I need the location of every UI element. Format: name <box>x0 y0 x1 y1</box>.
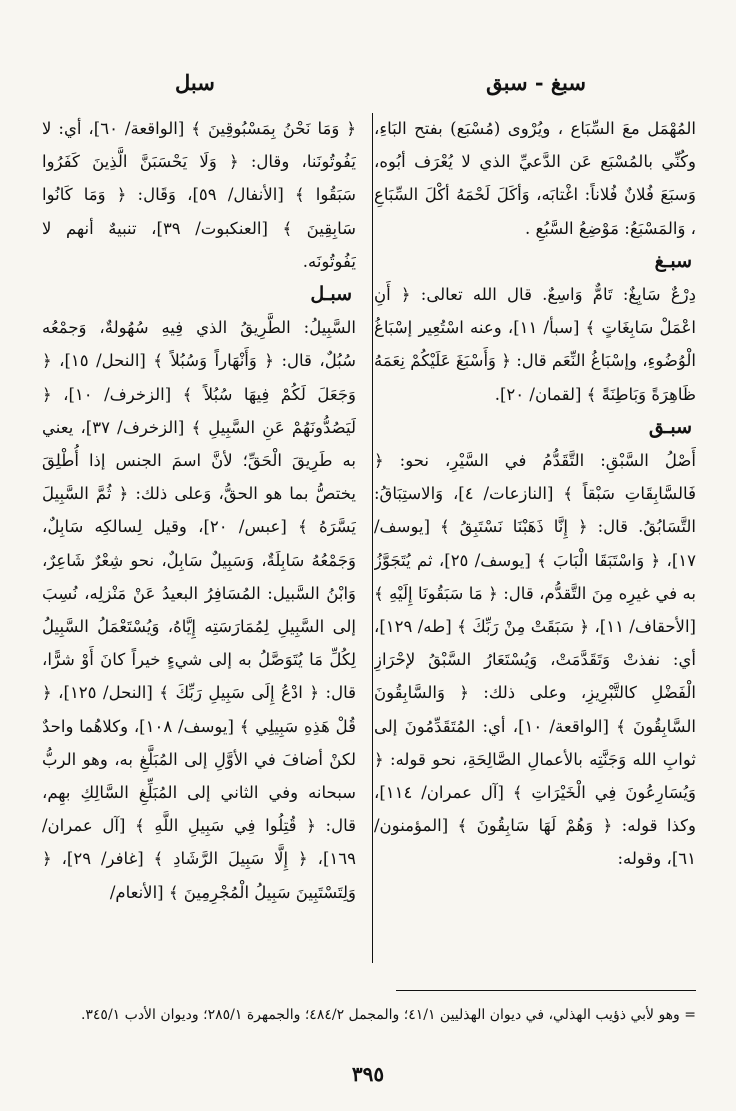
footnote: = وهو لأبي ذؤيب الهذلي، في ديوان الهذليين ٤١/١؛ والمجمل ٤٨٤/٢؛ والجمهرة ٢٨٥/١؛ وديوان الأدب ٣٤٥/١. <box>80 1007 696 1023</box>
entry-paragraph: المُهْمَل معَ السِّبَاع ، ويُرْوى (مُسْبَع) بفتح البَاءِ، وكُنِّي بالمُسْبَع عَن الدَّعيِّ الذي لا يُعْرَف أبُوه، وَسبَعَ فُلانٌ فُلاناً: اغْتابَه، وَأكَلَ لَحْمَهُ أكْلَ السِّبَاعِ ، وَالمَسْبَعُ: مَوْضِعُ السَّبُعِ . <box>374 119 696 238</box>
entry-paragraph: السَّبِيلُ: الطَّرِيقُ الذي فِيهِ سُهُولةٌ، وَجمْعُه سُبُلٌ، قال: ﴿ وَأَنْهَاراً وَسُبُلاً ﴾ [النحل/ ١٥]، ﴿ وَجَعَلَ لَكُمْ فِيهَا سُبُلاً ﴾ [الزخرف/ ١٠]، ﴿ لَيَصُدُّونَهُمْ عَنِ السَّبِيلِ ﴾ [الزخرف/ ٣٧]، يعني به طَرِيقَ الْحَقِّ؛ لأنَّ اسمَ الجنس إذا أُطْلِقَ يختصُّ بما هو الحقُّ، وَعلى ذلك: ﴿ ثُمَّ السَّبِيلَ يَسَّرَهُ ﴾ [عبس/ ٢٠]، وقيل لِسالكِه سَابِلٌ، وَجَمْعُهُ سَابِلَةٌ، وَسَبِيلٌ سَابِلٌ، نحو شِعْرٌ شَاعِرٌ، وَابْنُ السَّبيل: المُسَافِرُ البعيدُ عَنْ مَنْزلِه، نُسِبَ إلى السَّبِيلِ لِمُمَارَسَتِه إِيَّاهُ، وَيُسْتَعْمَلُ السَّبِيلُ لِكُلِّ مَا يُتَوَصَّلُ به إلى شيءٍ خيراً كانَ أَوْ شرًّا، قال: ﴿ ادْعُ إِلَى سَبِيلِ رَبِّكَ ﴾ [النحل/ ١٢٥]، ﴿ قُلْ هَذِهِ سَبِيلِي ﴾ [يوسف/ ١٠٨]، وكلاهُما واحدٌ لكنْ أضافَ في الأوَّلِ إلى المُبَلَّغِ به، وهو الربُّ سبحانه وفي الثاني إلى المُبَلِّغِ السَّالِكِ بهِم، قال: ﴿ قُتِلُوا فِي سَبِيلِ اللَّهِ ﴾ [آل عمران/ ١٦٩]، ﴿ إِلَّا سَبِيلَ الرَّشَادِ ﴾ [غافر/ ٢٩]، ﴿ وَلِتَسْتَبِينَ سَبِيلُ الْمُجْرِمِينَ ﴾ [الأنعام/ <box>42 318 356 902</box>
left-column <box>42 112 356 964</box>
entry-paragraph: أَصْلُ السَّبْقِ: التَّقَدُّمُ في السَّيْرِ، نحو: ﴿ فَالسَّابِقَاتِ سَبْقاً ﴾ [النازعات/ ٤]، وَالاستِبَاقُ: التَّسَابُقُ. قال: ﴿ إِنَّا ذَهَبْنَا نَسْتَبِقُ ﴾ [يوسف/ ١٧]، ﴿ وَاسْتَبَقَا الْبَابَ ﴾ [يوسف/ ٢٥]، ثم يُتَجَوَّزُ به في غيرِه مِنَ التَّقدُّم، قال: ﴿ مَا سَبَقُونَا إِلَيْهِ ﴾ [الأحقاف/ ١١]، ﴿ سَبَقَتْ مِنْ رَبِّكَ ﴾ [طه/ ١٢٩]، أي: نفذتْ وَتَقَدَّمَتْ، وَيُسْتَعَارُ السَّبْقُ لإحْرَازِ الْفَضْلِ كالتَّبْرِيزِ، وعلى ذلك: ﴿ وَالسَّابِقُونَ السَّابِقُونَ ﴾ [الواقعة/ ١٠]، أي: المُتَقَدِّمُونَ إلى ثوابِ الله وَجَنَّتِه بالأعمالِ الصَّالِحَةِ، نحو قوله: ﴿ وَيُسَارِعُونَ فِي الْخَيْرَاتِ ﴾ [آل عمران/ ١١٤]، وكذا قوله: ﴿ وَهُمْ لَهَا سَابِقُونَ ﴾ [المؤمنون/ ٦١]، وقوله: <box>374 451 696 869</box>
running-header-right: سبغ - سبق <box>486 70 586 95</box>
entry-headword: سبـق <box>648 415 692 438</box>
right-column <box>374 112 696 964</box>
entry-paragraph: دِرْعٌ سَابِغٌ: تَامٌّ وَاسِعٌ. قال الله تعالى: ﴿ أَنِ اعْمَلْ سَابِغَاتٍ ﴾ [سبأ/ ١١]، وعنه اسْتُعِير إسْبَاغُ الْوُضُوءِ، وإسْبَاغُ النِّعَم قال: ﴿ وَأَسْبَغَ عَلَيْكُمْ نِعَمَهُ ظَاهِرَةً وَبَاطِنَةً ﴾ [لقمان/ ٢٠]. <box>374 285 696 404</box>
entry-headword: سبـغ <box>654 249 692 272</box>
page-number: ٣٩٥ <box>351 1062 385 1086</box>
entry-headword: سبـل <box>310 283 352 306</box>
footnote-divider <box>396 990 696 991</box>
entry-paragraph: ﴿ وَمَا نَحْنُ بِمَسْبُوقِينَ ﴾ [الواقعة/ ٦٠]، أي: لا يَفُوتُونَنا، وقال: ﴿ وَلَا يَحْسَبَنَّ الَّذِينَ كَفَرُوا سَبَقُوا ﴾ [الأنفال/ ٥٩]، وَقَال: ﴿ وَمَا كَانُوا سَابِقِينَ ﴾ [العنكبوت/ ٣٩]، تنبيهٌ أنهم لا يَفُوتُونَه. <box>42 119 356 271</box>
column-divider <box>372 113 373 963</box>
running-header-left: سبل <box>175 70 215 95</box>
